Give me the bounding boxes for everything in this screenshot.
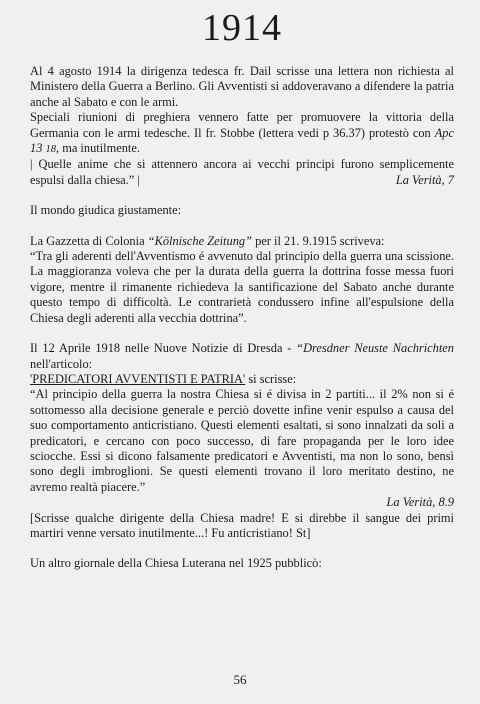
cologne-text-b: per il 21. 9.1915 scriveva: — [251, 233, 385, 248]
prayer-text-b: , ma inutilmente. — [56, 141, 140, 156]
paragraph-cologne-gazette — [30, 234, 454, 249]
bible-reference: Apc 13 — [30, 125, 454, 156]
cologne-paper-name: “Kölnische Zeitung” — [147, 233, 252, 248]
quote-dresden-source-line — [30, 495, 454, 510]
page-title: 1914 — [202, 7, 282, 49]
dresden-text-a: Il 12 Aprile 1918 nelle Nuove Notizie di Dresda - — [30, 341, 297, 356]
quote-expelled — [30, 157, 454, 188]
section-heading-world-judges: Il mondo giudica giustamente: — [30, 203, 182, 218]
cologne-text-a: La Gazzetta di Colonia — [30, 233, 148, 248]
dresden-paper-name: “Dresdner Neuste Nachrichten — [296, 341, 454, 356]
paragraph-prayer-meetings — [30, 110, 454, 157]
dresden-text-b: nell'articolo: — [30, 356, 93, 371]
paragraph-dail-letter: Al 4 agosto 1914 la dirigenza tedesca fr. Dail scrisse una lettera non richiesta al Ministero della Guerra a Berlino. Gli Avventisti si addoveravano a difendere la patria anche al Sabato e con le armi. — [30, 64, 454, 109]
quote-expelled-text: | Quelle anime che si attennero ancora ai vecchi principi furono semplicemente espulsi dalla chiesa.” | — [30, 157, 454, 187]
page-number: 56 — [233, 672, 247, 687]
quote-dresden: “Al principio della guerra la nostra Chiesa si é divisa in 2 partiti... il 2% non si é sottomesso alla decisione generale e perciò dovette infine venir espulso a causa del suo comportamento anticristiano. Questi elementi esaltati, si sono innalzati da soli a predicatori, e cercano con poco successo, di fare propaganda per le loro idee sciocche. Essi si dicono falsamente predicatori e Avventisti, ma non lo sono, bensì sono degli imbroglioni. Se questi elementi trovano il loro meritato destino, ne avremo realtà piacere.” — [30, 387, 454, 494]
article-headline: 'PREDICATORI AVVENTISTI E PATRIA' — [30, 371, 246, 386]
paragraph-editor-comment: [Scrisse qualche dirigente della Chiesa madre! E si direbbe il sangue dei primi martiri venne versato inutilmente...! Fu anticristiano! St] — [30, 510, 454, 540]
paragraph-lutheran-paper: Un altro giornale della Chiesa Luterana nel 1925 pubblicò: — [30, 556, 322, 571]
prayer-text-a: Speciali riunioni di preghiera vennero fatte per promuovere la vittoria della Germania con le armi tedesche. Il fr. Stobbe (lettera vedi p 36.37) protestò con — [30, 110, 454, 140]
bible-reference-verse: 18 — [45, 144, 56, 156]
quote-cologne: “Tra gli aderenti dell'Avventismo é avvenuto dal principio della guerra una scissione. La maggioranza voleva che per la durata della guerra la dottrina fosse messa fuori vigore, mentre il rimanente richiedeva la santificazione del Sabato anche durante questo tempo di difficoltà. Le contrarietà condussero infine all'espulsione della Chiesa degli aderenti alla vecchia dottrina”. — [30, 249, 454, 325]
quote-expelled-source: La Verità, 7 — [395, 172, 454, 187]
paragraph-article-headline — [30, 372, 454, 387]
paragraph-dresden-news — [30, 341, 454, 372]
quote-dresden-source: La Verità, 8.9 — [386, 495, 454, 510]
article-headline-suffix: si scrisse: — [245, 371, 297, 386]
